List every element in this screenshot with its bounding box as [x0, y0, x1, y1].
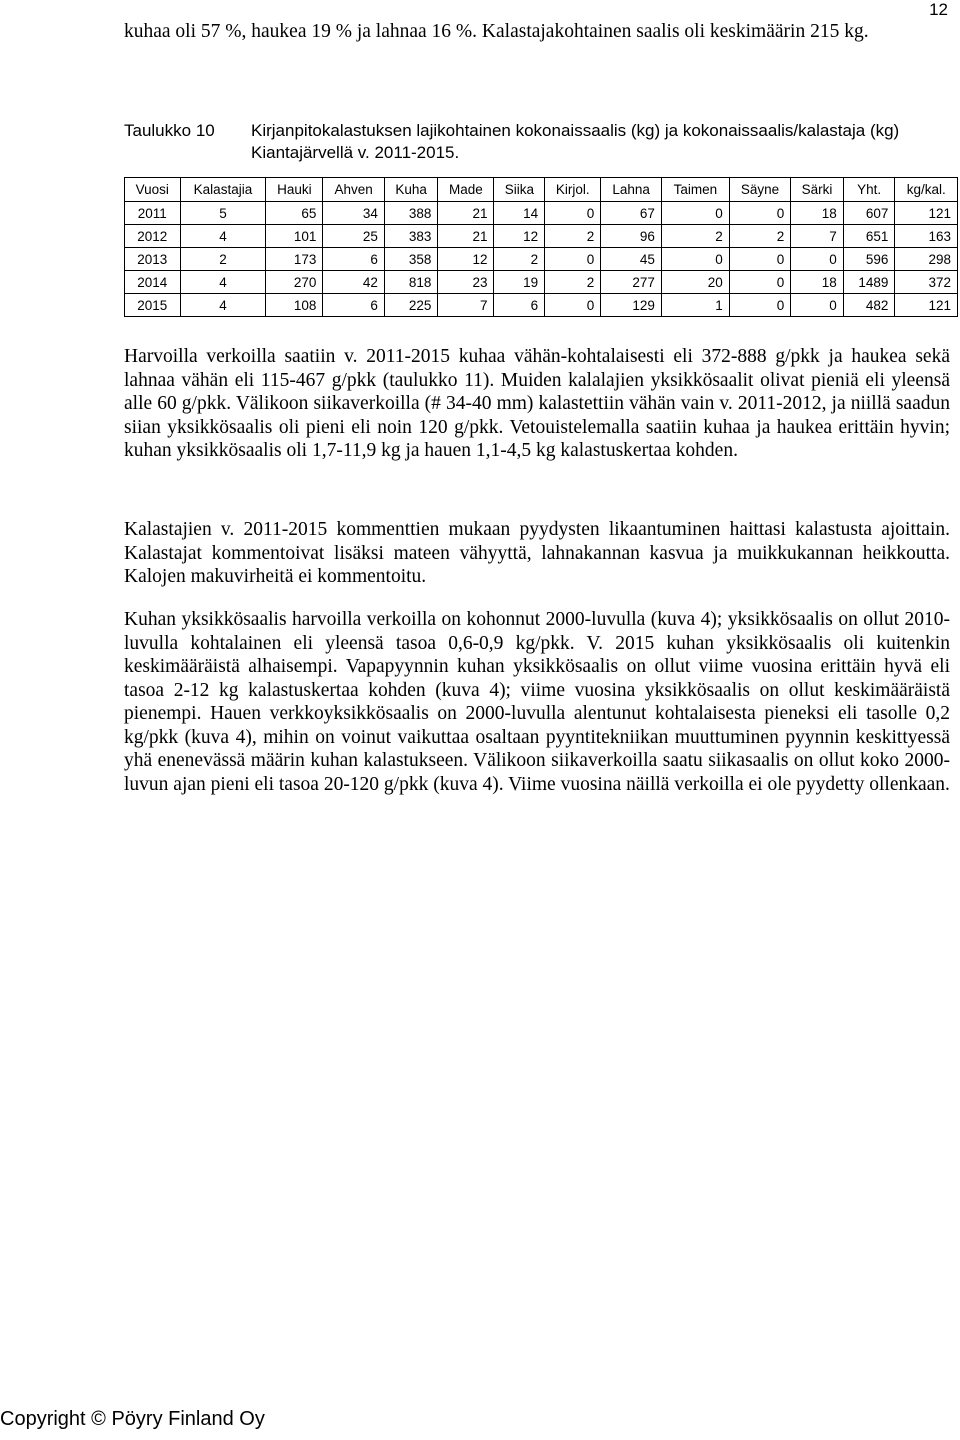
table-cell: 6 [323, 294, 385, 317]
table-cell: 2011 [125, 202, 181, 225]
table-cell: 18 [791, 271, 844, 294]
table-cell: 25 [323, 225, 385, 248]
table-cell: 45 [601, 248, 662, 271]
table-cell: 21 [438, 225, 494, 248]
header-cell: kg/kal. [895, 178, 958, 202]
table-cell: 0 [729, 248, 791, 271]
header-cell: Taimen [661, 178, 729, 202]
table-cell: 173 [266, 248, 323, 271]
paragraph-catch-trends: Kuhan yksikkösaalis harvoilla verkoilla on kohonnut 2000-luvulla (kuva 4); yksikkösaalis on ollut 2010-luvulla kohtalainen eli yleensä tasoa 0,6-0,9 kg/pkk. V. 2015 kuhan yksikkösaalis oli kuitenkin keskimääräistä alhaisempi. Vapapyynnin kuhan yksikkösaalis on ollut viime vuosina erittäin hyvä eli tasoa 2-12 kg kalastuskertaa kohden (kuva 4); viime vuosina yksikkösaalis on ollut keskimääräistä pienempi. Hauen verkkoyksikkösaalis on 2000-luvulla alentunut kohtalaisesta pieneksi eli tasolle 0,2 kg/pkk (kuva 4), mihin on voinut vaikuttaa osaltaan pyyntitekniikan muuttuminen pyynnin keskittyessä yhä enenevässä määrin kuhan kalastukseen. Välikoon siikaverkoilla saatu siikasaalis on ollut koko 2000-luvun ajan pieni eli tasoa 20-120 g/pkk (kuva 4). Viime vuosina näillä verkoilla ei ole pyydetty ollenkaan. [124, 609, 950, 795]
table-cell: 0 [729, 271, 791, 294]
table-cell: 482 [843, 294, 895, 317]
table-cell: 596 [843, 248, 895, 271]
catch-table [124, 177, 958, 317]
table-cell: 5 [180, 202, 266, 225]
header-cell: Ahven [323, 178, 385, 202]
table-cell: 7 [791, 225, 844, 248]
header-cell: Vuosi [125, 178, 181, 202]
table-row [125, 225, 958, 248]
table-cell: 2012 [125, 225, 181, 248]
table-cell: 20 [661, 271, 729, 294]
table-caption [124, 120, 950, 164]
table-row [125, 202, 958, 225]
table-cell: 2 [545, 271, 601, 294]
table-cell: 12 [438, 248, 494, 271]
table-cell: 0 [791, 294, 844, 317]
footer-copyright: Copyright © Pöyry Finland Oy [0, 1408, 265, 1430]
table-cell: 818 [384, 271, 437, 294]
table-cell: 277 [601, 271, 662, 294]
table-row [125, 271, 958, 294]
table-cell: 0 [545, 248, 601, 271]
table-cell: 19 [494, 271, 545, 294]
table-cell: 23 [438, 271, 494, 294]
table-cell: 0 [545, 202, 601, 225]
page-number: 12 [929, 0, 948, 19]
table-caption-text: Kirjanpitokalastuksen lajikohtainen kokonaissaalis (kg) ja kokonaissaalis/kalastaja (kg) Kiantajärvellä v. 2011-2015. [251, 121, 900, 162]
table-row [125, 248, 958, 271]
table-cell: 0 [791, 248, 844, 271]
paragraph-gillnet-catch: Harvoilla verkoilla saatiin v. 2011-2015 kuhaa vähän-kohtalaisesti eli 372-888 g/pkk ja haukea sekä lahnaa vähän eli 115-467 g/pkk (taulukko 11). Muiden kalalajien yksikkösaalit olivat pieniä eli yleensä alle 60 g/pkk. Välikoon siikaverkoilla (# 34-40 mm) kalastettiin vähän vain v. 2011-2012, ja niillä saadun siian yksikkösaalis oli pieni eli noin 120 g/pkk. Vetouistelemalla saatiin kuhaa ja haukea erittäin hyvin; kuhan yksikkösaalis oli 1,7-11,9 kg ja hauen 1,1-4,5 kg kalastuskertaa kohden. [124, 346, 950, 461]
table-cell: 0 [729, 294, 791, 317]
table-cell: 4 [180, 294, 266, 317]
table-cell: 1489 [843, 271, 895, 294]
table-cell: 270 [266, 271, 323, 294]
table-cell: 1 [661, 294, 729, 317]
table-cell: 2 [545, 225, 601, 248]
header-cell: Kalastajia [180, 178, 266, 202]
table-cell: 298 [895, 248, 958, 271]
table-cell: 18 [791, 202, 844, 225]
table-cell: 4 [180, 225, 266, 248]
table-cell: 65 [266, 202, 323, 225]
table-cell: 42 [323, 271, 385, 294]
header-cell: Särki [791, 178, 844, 202]
table-cell: 383 [384, 225, 437, 248]
table-cell: 2 [729, 225, 791, 248]
table-cell: 67 [601, 202, 662, 225]
table-cell: 2 [180, 248, 266, 271]
table-cell: 14 [494, 202, 545, 225]
table-cell: 225 [384, 294, 437, 317]
table-cell: 96 [601, 225, 662, 248]
table-cell: 6 [323, 248, 385, 271]
table-cell: 129 [601, 294, 662, 317]
table-cell: 0 [661, 248, 729, 271]
table-caption-label: Taulukko 10 [124, 121, 215, 140]
table-cell: 0 [545, 294, 601, 317]
table-cell: 2 [661, 225, 729, 248]
table-cell: 372 [895, 271, 958, 294]
table-cell: 121 [895, 294, 958, 317]
table-cell: 101 [266, 225, 323, 248]
table-cell: 6 [494, 294, 545, 317]
table-cell: 651 [843, 225, 895, 248]
table-cell: 21 [438, 202, 494, 225]
table-cell: 2015 [125, 294, 181, 317]
table-cell: 34 [323, 202, 385, 225]
header-cell: Säyne [729, 178, 791, 202]
table-row [125, 294, 958, 317]
table-cell: 388 [384, 202, 437, 225]
table-header-row [125, 178, 958, 202]
table-cell: 0 [661, 202, 729, 225]
header-cell: Hauki [266, 178, 323, 202]
table-cell: 358 [384, 248, 437, 271]
header-cell: Yht. [843, 178, 895, 202]
table-cell: 108 [266, 294, 323, 317]
table-cell: 163 [895, 225, 958, 248]
intro-paragraph: kuhaa oli 57 %, haukea 19 % ja lahnaa 16 %. Kalastajakohtainen saalis oli keskimäärin 215 kg. [124, 21, 869, 42]
header-cell: Kuha [384, 178, 437, 202]
table-cell: 12 [494, 225, 545, 248]
header-cell: Kirjol. [545, 178, 601, 202]
table-cell: 121 [895, 202, 958, 225]
table-cell: 4 [180, 271, 266, 294]
table-cell: 2 [494, 248, 545, 271]
table-cell: 7 [438, 294, 494, 317]
table-cell: 607 [843, 202, 895, 225]
table-cell: 0 [729, 202, 791, 225]
header-cell: Made [438, 178, 494, 202]
header-cell: Lahna [601, 178, 662, 202]
table-cell: 2014 [125, 271, 181, 294]
table-cell: 2013 [125, 248, 181, 271]
paragraph-fisher-comments: Kalastajien v. 2011-2015 kommenttien mukaan pyydysten likaantuminen haittasi kalastusta ajoittain. Kalastajat kommentoivat lisäksi mateen vähyyttä, lahnakannan kasvua ja muikkukannan heikkoutta. Kalojen makuvirheitä ei kommentoitu. [124, 519, 950, 587]
header-cell: Siika [494, 178, 545, 202]
